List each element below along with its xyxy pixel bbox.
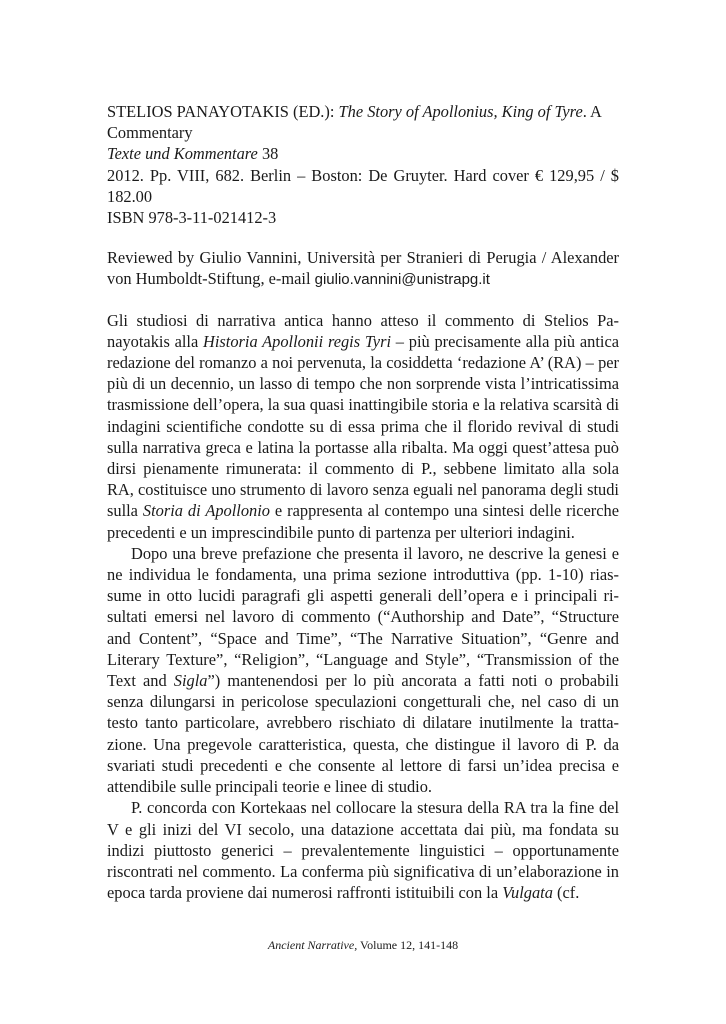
paragraph-3-text-c: (cf. [552, 883, 580, 903]
reviewer-email: giulio.vannini@unistrapg.it [314, 271, 490, 289]
paragraph-1-text-c: – più precisamente alla più antica redazione del romanzo a noi pervenuta, la cosiddetta ‘redazione A’ (RA) – per più di un decennio, un lasso di tempo che non sorprende vista l’intricatissima trasmissione dell’opera, la sua quasi inattingibile storia e la relativa scarsità di indagini scientifiche condotte su di essa prima che il florido revival di studi sulla narrativa greca e latina la portasse alla ribalta. Ma oggi quest’attesa può dirsi pienamente rimunerata: il commento di P., sebbene limitato alla sola RA, costituisce uno strumento di lavoro senza eguali nel panorama degli studi sulla [107, 331, 619, 521]
citation-block [107, 101, 619, 228]
reviewer-line [107, 247, 619, 290]
paragraph-1-text-a: Gli studiosi di narrativa antica hanno atteso il commento di Stelios Panayotakis alla [107, 310, 619, 351]
paragraph-2-text-c: ”) mantenendosi per lo più ancorata a fatti noti o probabili senza dilungarsi in pericolose speculazioni congetturali che, nel caso di un testo tanto particolare, avrebbero rischiato di dilatare inutilmente la trattazione. Una pregevole caratteristica, questa, che distingue il lavoro di P. da svariati studi precedenti e che consente al lettore di farsi un’idea precisa e attendibile sulle principali teorie e linee di studio. [107, 671, 619, 797]
page [107, 101, 619, 903]
publication-info: 2012. Pp. VIII, 682. Berlin – Boston: De Gruyter. Hard cover € 129,95 / $ 182.00 [107, 165, 619, 206]
paragraph-1-italic-b: Historia Apollonii regis Tyri [203, 331, 391, 351]
book-title: The Story of Apollonius, King of Tyre [338, 102, 583, 121]
paragraph-2-italic-b: Sigla [173, 671, 208, 691]
paragraph-2 [107, 543, 619, 797]
paragraph-3-italic-b: Vulgata [502, 883, 553, 903]
series-number: 38 [257, 144, 279, 164]
series-name: Texte und Kommentare [107, 144, 258, 164]
paragraph-3 [107, 797, 619, 903]
book-author: STELIOS PANAYOTAKIS (ED.): [107, 102, 335, 121]
review-body [107, 310, 619, 904]
paragraph-1 [107, 310, 619, 543]
page-footer [0, 938, 726, 953]
journal-name: Ancient Narrative, [267, 938, 358, 952]
paragraph-1-text-e: e rappresenta al contempo una sintesi delle ricerche precedenti e un imprescindibile punto di partenza per ulteriori indagini. [107, 501, 619, 542]
isbn: ISBN 978-3-11-021412-3 [107, 208, 277, 228]
citation-title-line [107, 101, 619, 143]
paragraph-1-italic-d: Storia di Apollonio [142, 501, 270, 521]
paragraph-3-text-a: P. concorda con Kortekaas nel collocare la stesura della RA tra la fine del V e gli inizi del VI secolo, una datazione accettata dai più, ma fondata su indizi piuttosto generici – prevalentemente linguistici – opportunamente riscontrati nel commento. La conferma più significativa di un’elaborazione in epoca tarda proviene dai numerosi raffronti istituibili con la [107, 798, 619, 903]
journal-volume: Volume 12, 141-148 [357, 938, 459, 952]
series-line [107, 143, 619, 164]
book-title-suffix: . A Commentary [107, 102, 601, 143]
reviewer-info: Reviewed by Giulio Vannini, Università per Stranieri di Perugia / Alexander von Humboldt-Stiftung, e-mail [107, 248, 619, 289]
paragraph-2-text-a: Dopo una breve prefazione che presenta il lavoro, ne descrive la genesi e ne individua le fondamenta, una prima sezione introduttiva (pp. 1-10) riassume in otto lucidi paragrafi gli aspetti generali dell’opera e i principali risultati emersi nel lavoro di commento (“Authorship and Date”, “Structure and Content”, “Space and Time”, “The Narrative Situation”, “Genre and Literary Texture”, “Religion”, “Language and Style”, “Transmission of the Text and [107, 543, 619, 691]
